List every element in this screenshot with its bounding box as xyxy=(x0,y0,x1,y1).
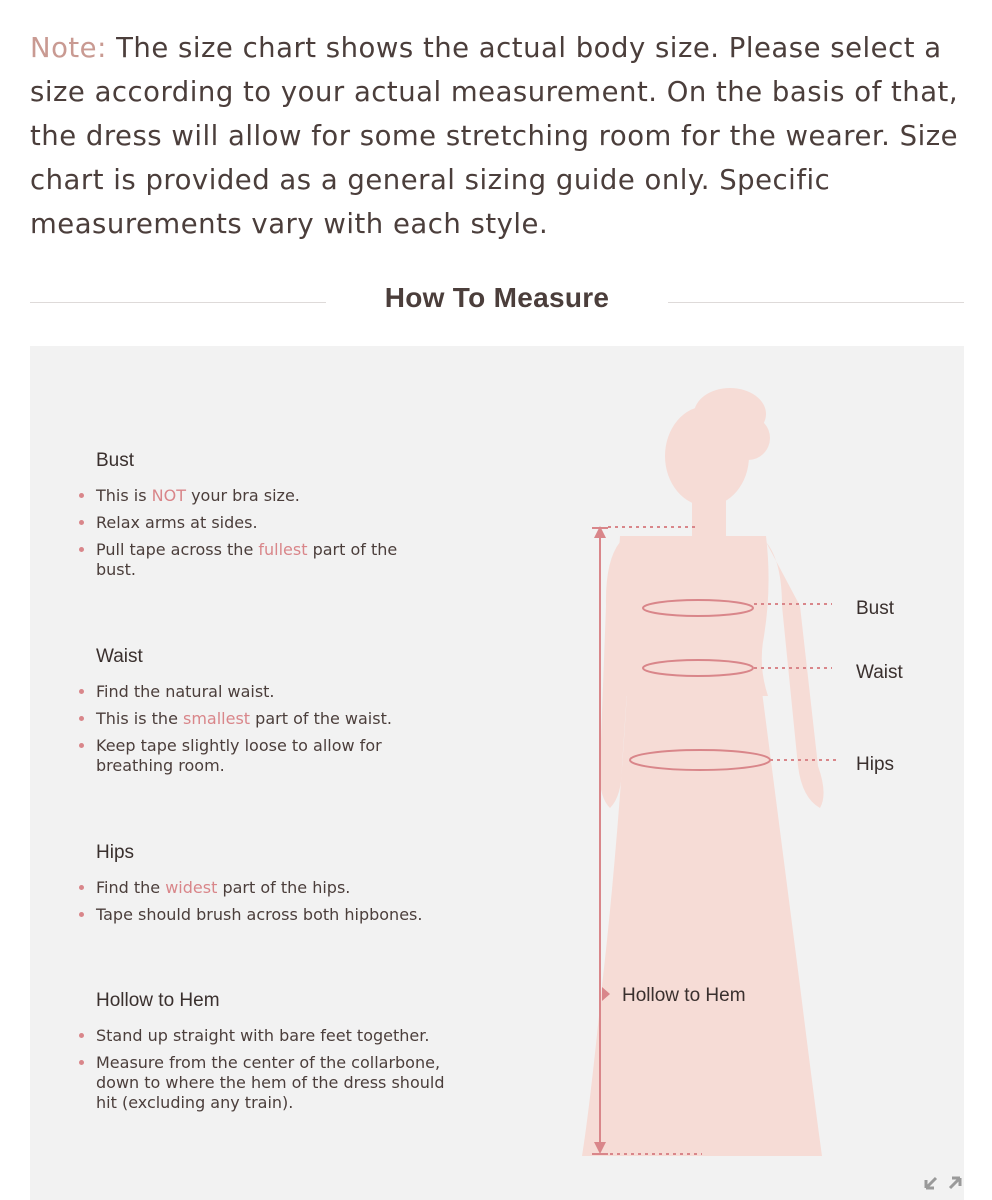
size-note xyxy=(30,26,970,246)
measure-panel xyxy=(30,346,964,1200)
list-item: Find the natural waist. xyxy=(96,682,516,702)
how-to-measure-header xyxy=(30,280,964,324)
hem-section xyxy=(96,990,516,1120)
expand-arrows-icon xyxy=(926,1178,960,1188)
hem-title: Hollow to Hem xyxy=(96,990,220,1011)
waist-list xyxy=(96,682,516,776)
list-item: Find the widest part of the hips. xyxy=(96,878,516,898)
hips-list xyxy=(96,878,516,925)
bust-label: Bust xyxy=(856,598,895,619)
divider-right xyxy=(668,302,964,303)
section-title: How To Measure xyxy=(384,282,610,313)
waist-title: Waist xyxy=(96,646,143,667)
list-item: Tape should brush across both hipbones. xyxy=(96,905,516,925)
list-item: This is NOT your bra size. xyxy=(96,486,516,506)
list-item: Stand up straight with bare feet together. xyxy=(96,1026,516,1046)
bust-list xyxy=(96,486,516,580)
bust-section xyxy=(96,450,516,587)
bust-title: Bust xyxy=(96,450,135,471)
hips-label: Hips xyxy=(856,754,895,775)
hem-label: Hollow to Hem xyxy=(622,985,746,1006)
list-item: Relax arms at sides. xyxy=(96,513,516,533)
list-item: Keep tape slightly loose to allow for breathing room. xyxy=(96,736,426,776)
note-text: The size chart shows the actual body size. Please select a size according to your actual measurement. On the basis of that, the dress will allow for some stretching room for the wearer. Size chart is provided as a general sizing guide only. Specific measurements vary with each style. xyxy=(30,32,959,240)
waist-section xyxy=(96,646,516,783)
silhouette xyxy=(582,388,824,1156)
waist-label: Waist xyxy=(856,662,903,683)
list-item: This is the smallest part of the waist. xyxy=(96,709,516,729)
hips-title: Hips xyxy=(96,842,135,863)
note-label: Note: xyxy=(30,32,107,64)
hips-section xyxy=(96,842,516,932)
list-item: Pull tape across the fullest part of the bust. xyxy=(96,540,436,580)
list-item: Measure from the center of the collarbone, down to where the hem of the dress should hit (excluding any train). xyxy=(96,1053,446,1113)
hem-list xyxy=(96,1026,516,1113)
